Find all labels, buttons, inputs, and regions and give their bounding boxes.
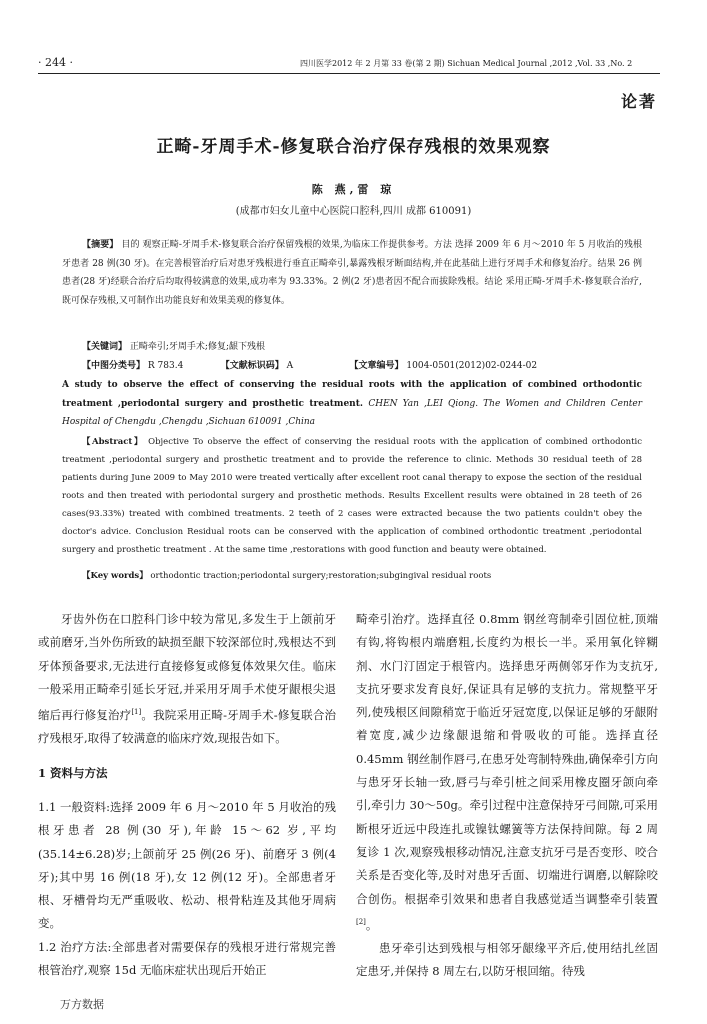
method-text-tail: 。 — [365, 917, 378, 932]
article-title: 正畸-牙周手术-修复联合治疗保存残根的效果观察 — [156, 137, 551, 157]
body-right-column — [356, 608, 658, 984]
clc-label: 【中图分类号】 — [82, 361, 146, 371]
english-title: A study to observe the effect of conserving the residual roots with the application of combined orthodontic treatment ,periodontal surgery and prosthetic treatment. — [62, 380, 642, 409]
paragraph-1-1: 1.1 一般资料:选择 2009 年 6 月～2010 年 5 月收治的残根牙患者 28 例(30 牙),年龄 15～62 岁,平均(35.14±6.28)岁;上颌前牙 25 例(26 牙)、前磨牙 3 例(4 牙);其中男 16 例(18 牙),女 12 例(12 牙)。全部患者牙根、牙槽骨均无严重吸收、松动、根骨粘连及其他牙周病变。 — [38, 799, 336, 931]
abstract-en-text: Objective To observe the effect of conserving the residual roots with the application of combined orthodontic treatment ,periodontal surgery and prosthetic treatment and to provide the reference to clinic. Methods 30 residual teeth of 28 patients during June 2009 to May 2010 were treated vertically after excellent root canal therapy to expose the section of the residual roots and then treated with periodontal surgery and prosthetic methods. Results Excellent results were obtained in 28 teeth of 26 cases(93.33%) treated with combined treatments. 2 teeth of 2 cases were extracted because the two patients couldn't obey the doctor's advice. Conclusion Residual roots can be conserved with the application of combined orthodontic treatment ,periodontal surgery and prosthetic treatment . At the same time ,restorations with good function and beauty were obtained. — [62, 437, 642, 555]
abstract-cn-text: 目的 观察正畸-牙周手术-修复联合治疗保留残根的效果,为临床工作提供参考。方法 选择 2009 年 6 月～2010 年 5 月收治的残根牙患者 28 例(30 牙)。在完善根管治疗后对患牙残根进行垂直正畸牵引,暴露残根牙断面结构,并在此基础上进行牙周手术和修复治疗。结果 26 例患者(28 牙)经联合治疗后均取得较满意的效果,成功率为 93.33%。2 例(2 牙)患者因不配合而拔除残根。结论 采用正畸-牙周手术-修复联合治疗,既可保存残根,又可制作出功能良好和效果美观的修复体。 — [62, 240, 642, 306]
article-no-value: 1004-0501(2012)02-0244-02 — [406, 361, 538, 371]
abstract-en-label: 【Abstract】 — [82, 437, 144, 447]
keywords-en-label: 【Key words】 — [82, 571, 148, 581]
affiliation: (成都市妇女儿童中心医院口腔科,四川 成都 610091) — [235, 206, 472, 217]
paragraph-1-2: 1.2 治疗方法:全部患者对需要保存的残根牙进行常规完善根管治疗,观察 15d 无临床症状出现后开始正 — [38, 939, 336, 977]
intro-paragraph — [38, 608, 336, 751]
citation-ref: [2] — [356, 917, 366, 926]
keywords-cn-text: 正畸牵引;牙周手术;修复;龈下残根 — [129, 342, 265, 352]
method-text: 畸牵引治疗。选择直径 0.8mm 钢丝弯制牵引固位桩,顶端有钩,将钩根内端磨粗,长度约为根长一半。采用氧化锌糊剂、水门汀固定于根管内。选择患牙两侧邻牙作为支抗牙,支抗牙要求发育良好,保证具有足够的支抗力。常规整平牙列,使残根区间隙稍宽于临近牙冠宽度,以保证足够的牙龈附着宽度,减少边缘龈退缩和骨吸收的可能。选择直径 0.45mm 钢丝制作唇弓,在患牙处弯制特殊曲,确保牵引方向与患牙牙长轴一致,唇弓与牵引桩之间采用橡皮圈牙颌向牵引,牵引力 30～50g。牵引过程中注意保持牙弓间隙,可采用断根牙近远中段连扎或镍钛螺簧等方法保持间隙。每 2 周复诊 1 次,观察残根移动情况,注意支抗牙弓是否变形、咬合关系是否变化等,及时对患牙舌面、切端进行调磨,以解除咬合创伤。根据牵引效果和患者自我感觉适当调整牵引装置 — [356, 612, 658, 906]
body-left-column — [38, 608, 336, 982]
footer-watermark: 万方数据 — [60, 998, 104, 1011]
journal-running-header: 四川医学2012 年 2 月第 33 卷(第 2 期) Sichuan Medical Journal ,2012 ,Vol. 33 ,No. 2 — [300, 59, 633, 68]
doc-code-label: 【文献标识码】 — [220, 361, 284, 371]
keywords-en — [82, 569, 491, 581]
intro-text-tail: 。我院采用正畸-牙周手术-修复联合治疗残根牙,取得了较满意的临床疗效,现报告如下。 — [38, 708, 336, 746]
citation-ref: [1] — [131, 708, 142, 717]
keywords-cn — [82, 339, 265, 352]
authors: 陈 燕,雷 琼 — [311, 183, 396, 196]
section-label: 论著 — [620, 92, 657, 111]
doc-code-value: A — [286, 361, 294, 371]
header-rule — [38, 73, 660, 74]
keywords-cn-label: 【关键词】 — [82, 342, 128, 352]
abstract-en — [62, 433, 642, 559]
paragraph-fixation: 患牙牵引达到残根与相邻牙龈缘平齐后,使用结扎丝固定患牙,并保持 8 周左右,以防牙根回缩。待残 — [356, 940, 658, 979]
english-byline: CHEN Yan ,LEI Qiong. The Women and Children Center Hospital of Chengdu ,Chengdu ,Sichuan 610091 ,China — [62, 398, 642, 427]
intro-text: 牙齿外伤在口腔科门诊中较为常见,多发生于上颌前牙或前磨牙,当外伤所致的缺损至龈下较深部位时,残根达不到牙体预备要求,无法进行直接修复或修复体效果欠佳。临床一般采用正畸牵引延长牙冠,并采用牙周手术使牙龈根尖退缩后再行修复治疗 — [38, 612, 336, 723]
keywords-en-text: orthodontic traction;periodontal surgery;restoration;subgingival residual roots — [150, 571, 492, 581]
abstract-cn — [62, 236, 642, 310]
section-heading-1: 1 资料与方法 — [38, 765, 108, 780]
page-number: · 244 · — [38, 56, 73, 69]
abstract-cn-label: 【摘要】 — [82, 240, 119, 250]
english-title-block — [62, 376, 642, 432]
clc-value: R 783.4 — [147, 361, 184, 371]
paragraph-1-2-cont — [356, 608, 658, 937]
classification-line — [82, 358, 642, 371]
article-no-label: 【文章编号】 — [349, 361, 404, 371]
